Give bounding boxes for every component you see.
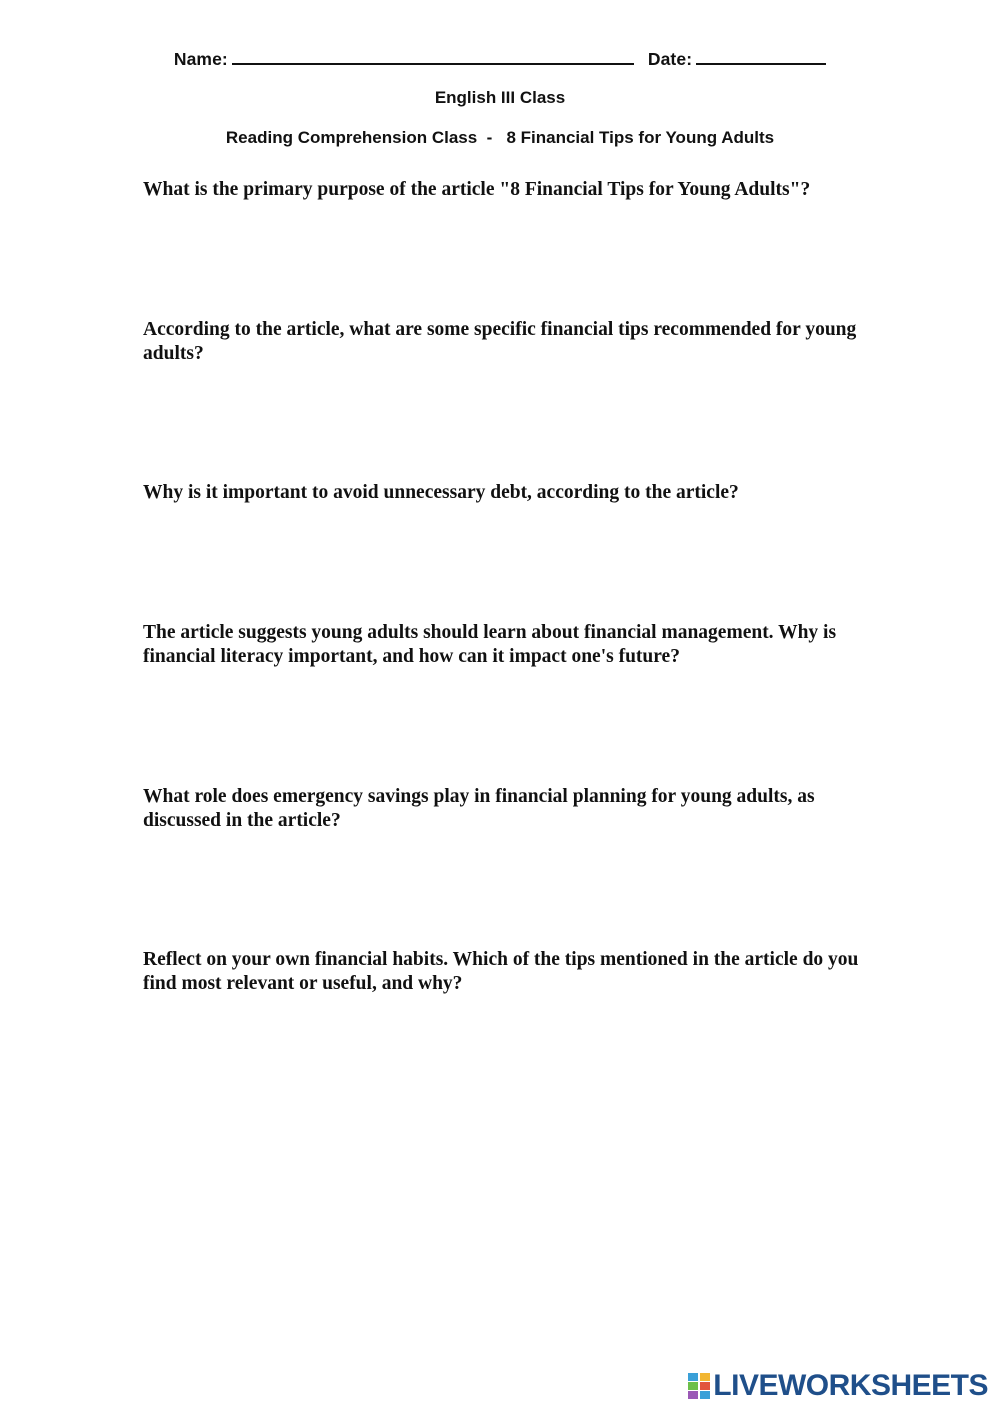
name-label: Name: xyxy=(173,49,228,69)
question-5: What role does emergency savings play in financial planning for young adults, as discussed in the article? xyxy=(143,786,815,831)
liveworksheets-logo-icon xyxy=(688,1373,710,1399)
worksheet-subtitle: Reading Comprehension Class - 8 Financial Tips for Young Adults xyxy=(225,128,775,147)
question-1: What is the primary purpose of the article "8 Financial Tips for Young Adults"? xyxy=(143,179,811,200)
date-label: Date: xyxy=(647,49,693,69)
date-blank-line xyxy=(696,46,826,65)
question-4: The article suggests young adults should learn about financial management. Why is financial literacy important, and how can it impact one's future? xyxy=(143,622,837,667)
name-date-header xyxy=(0,46,1000,70)
question-2: According to the article, what are some specific financial tips recommended for young adults? xyxy=(143,319,857,364)
watermark-text: LIVEWORKSHEETS xyxy=(713,1369,988,1402)
liveworksheets-watermark xyxy=(688,1370,988,1402)
name-blank-line xyxy=(232,46,634,65)
question-6: Reflect on your own financial habits. Which of the tips mentioned in the article do you find most relevant or useful, and why? xyxy=(143,949,859,994)
class-title: English III Class xyxy=(434,88,566,107)
question-3: Why is it important to avoid unnecessary debt, according to the article? xyxy=(143,482,739,503)
